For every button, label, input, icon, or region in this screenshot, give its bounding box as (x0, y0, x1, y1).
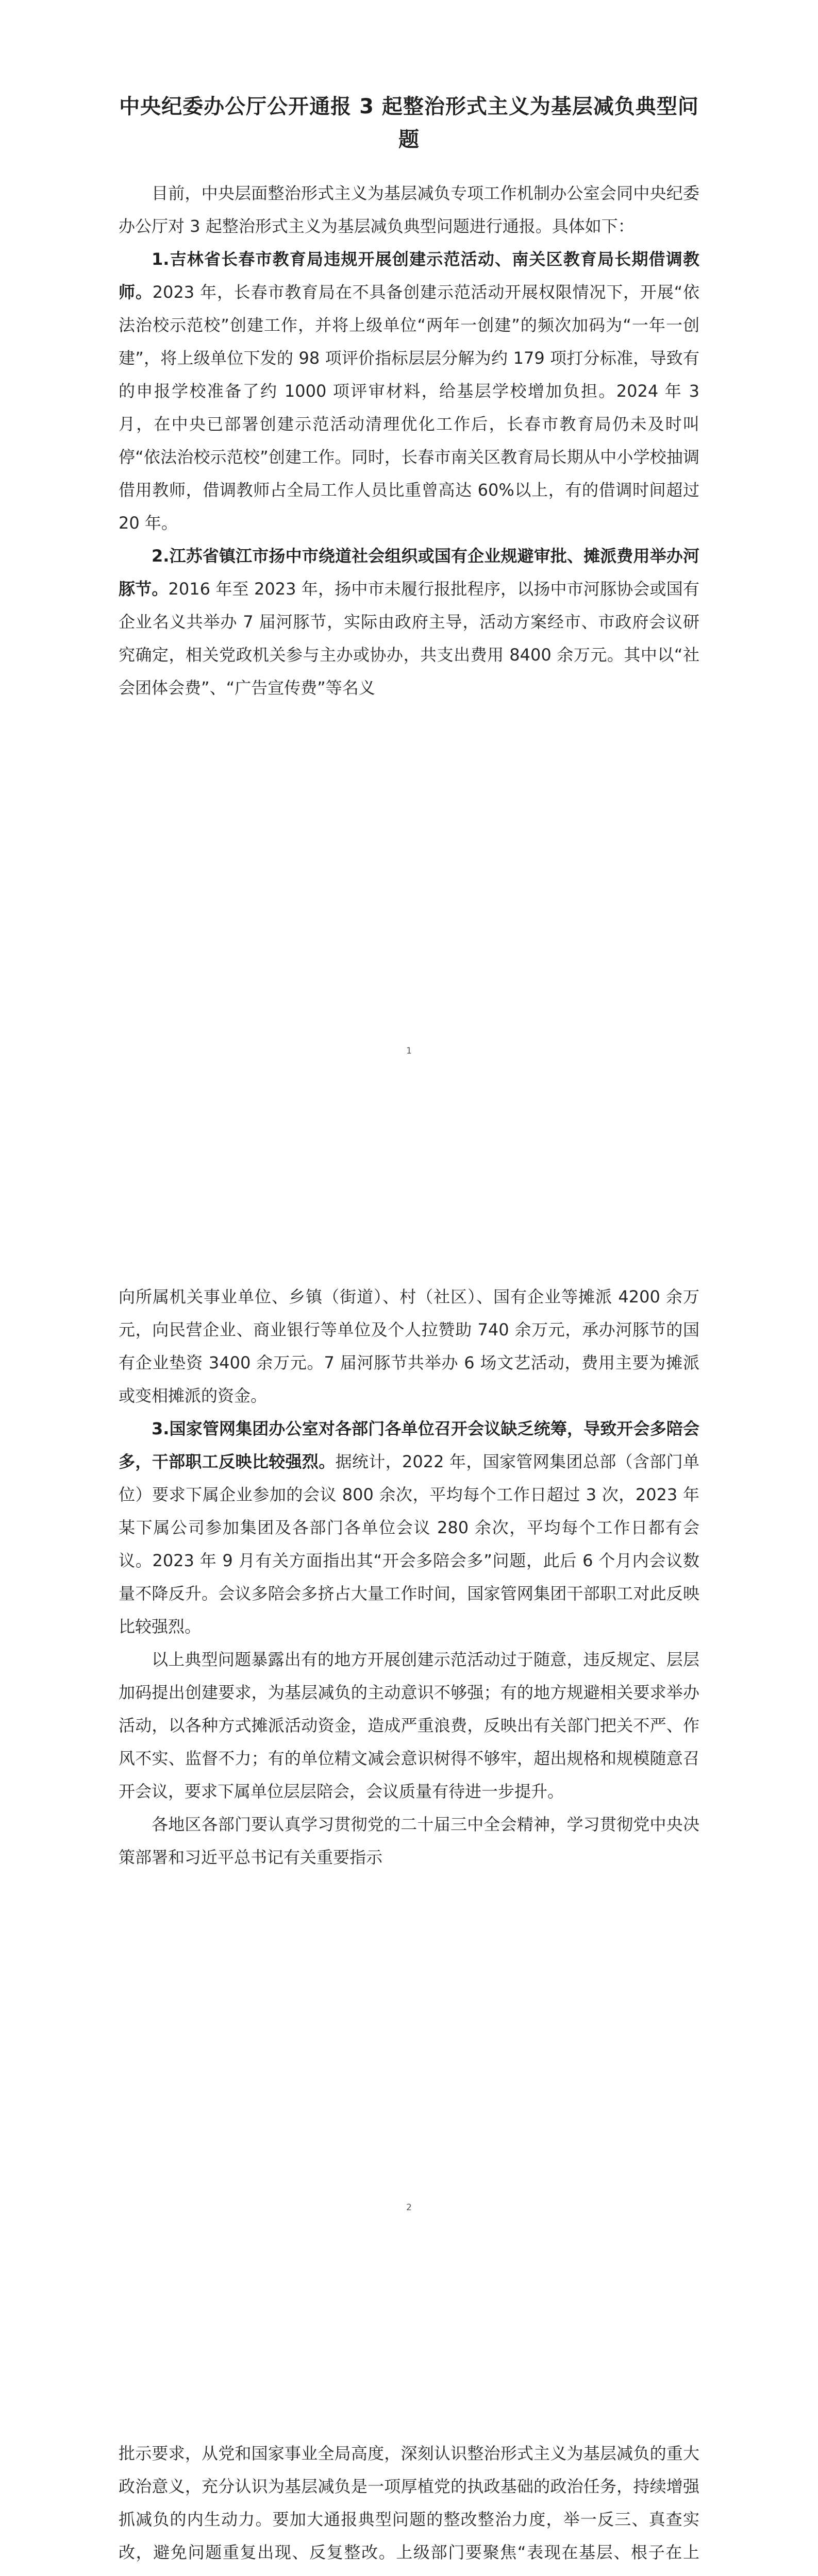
page-2-content (119, 1280, 699, 1874)
page-number-1: 1 (406, 1046, 412, 1056)
document-page-1 (0, 0, 818, 1157)
page-number-2: 2 (406, 2202, 412, 2213)
summary-paragraph: 以上典型问题暴露出有的地方开展创建示范活动过于随意，违反规定、层层加码提出创建要求，为基层减负的主动意识不够强；有的地方规避相关要求举办活动，以各种方式摊派活动资金，造成严重浪费，反映出有关部门把关不严、作风不实、监督不力；有的单位精文减会意识树得不够牢，超出规格和规模随意召开会议，要求下属单位层层陪会，会议质量有待进一步提升。 (119, 1650, 699, 1801)
case-2-body: 2016 年至 2023 年，扬中市未履行报批程序，以扬中市河豚协会或国有企业名义共举办 7 届河豚节，实际由政府主导，活动方案经市、市政府会议研究确定，相关党政机关参与主办或协办，共支出费用 8400 余万元。其中以“社会团体会费”、“广告宣传费”等名义 (119, 579, 699, 698)
case-2-paragraph (119, 539, 699, 704)
intro-paragraph: 目前，中央层面整治形式主义为基层减负专项工作机制办公室会同中央纪委办公厅对 3 起整治形式主义为基层减负典型问题进行通报。具体如下： (119, 183, 699, 236)
case-2-continued: 向所属机关事业单位、乡镇（街道）、村（社区）、国有企业等摊派 4200 余万元，向民营企业、商业银行等单位及个人拉赞助 740 余万元，承办河豚节的国有企业垫资 3400 余万元。7 届河豚节共举办 6 场文艺活动，费用主要为摊派或变相摊派的资金。 (119, 1287, 699, 1405)
case-3-paragraph (119, 1412, 699, 1643)
case-2-heading: 2.江苏省镇江市扬中市绕道社会组织或国有企业规避审批、摊派费用举办河豚节。 (119, 546, 699, 599)
case-1-paragraph (119, 243, 699, 539)
document-page-3 (0, 2313, 818, 2576)
call-to-action-paragraph: 各地区各部门要认真学习贯彻党的二十届三中全会精神，学习贯彻党中央决策部署和习近平总书记有关重要指示 (119, 1815, 699, 1867)
case-1-heading: 1.吉林省长春市教育局违规开展创建示范活动、南关区教育局长期借调教师。 (119, 249, 699, 302)
page-3-content (119, 2437, 699, 2576)
case-3-heading: 3.国家管网集团办公室对各部门各单位召开会议缺乏统筹，导致开会多陪会多，干部职工反映比较强烈。 (119, 1419, 699, 1471)
document-title: 中央纪委办公厅公开通报 3 起整治形式主义为基层减负典型问题 (119, 95, 699, 151)
case-1-body: 2023 年，长春市教育局在不具备创建示范活动开展权限情况下，开展“依法治校示范校”创建工作，并将上级单位“两年一创建”的频次加码为“一年一创建”，将上级单位下发的 98 项评价指标层层分解为约 179 项打分标准，导致有的申报学校准备了约 1000 项评审材料，给基层学校增加负担。2024 年 3 月，在中央已部署创建示范活动清理优化工作后，长春市教育局仍未及时叫停“依法治校示范校”创建工作。同时，长春市南关区教育局长期从中小学校抽调借用教师，借调教师占全局工作人员比重曾高达 60%以上，有的借调时间超过 20 年。 (119, 282, 699, 533)
call-to-action-continued: 批示要求，从党和国家事业全局高度，深刻认识整治形式主义为基层减负的重大政治意义，充分认识为基层减负是一项厚植党的执政基础的政治任务，持续增强抓减负的内生动力。要加大通报典型问题的整改整治力度，举一反三、真查实改，避免问题重复出现、反复整改。上级部门要聚焦“表现在基层、根子在上 (119, 2444, 699, 2562)
page-1-content (119, 90, 699, 704)
document-page-2 (0, 1157, 818, 2313)
case-3-body: 据统计，2022 年，国家管网集团总部（含部门单位）要求下属企业参加的会议 800 余次，平均每个工作日超过 3 次，2023 年某下属公司参加集团及各部门各单位会议 280 余次，平均每个工作日都有会议。2023 年 9 月有关方面指出其“开会多陪会多”问题，此后 6 个月内会议数量不降反升。会议多陪会多挤占大量工作时间，国家管网集团干部职工对此反映比较强烈。 (119, 1452, 699, 1636)
